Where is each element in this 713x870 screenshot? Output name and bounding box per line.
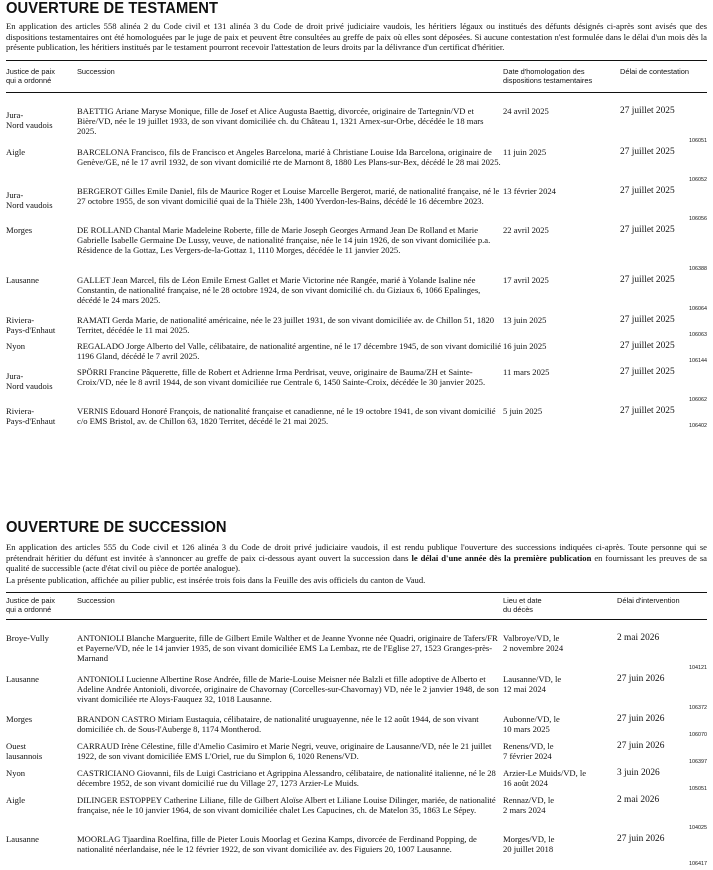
testament-table-header <box>6 61 707 88</box>
succession-header-place: Lieu et date du décès <box>503 596 542 615</box>
row-court: Aigle <box>6 146 26 157</box>
row-ref: 106402 <box>689 422 707 429</box>
row-deadline: 27 juillet 2025 <box>620 224 675 235</box>
row-succession: BAETTIG Ariane Maryse Monique, fille de Josef et Alice Augusta Baettig, divorcée, originaire de Tartegnin/VD et Bière/VD, née le 19 juillet 1933, de son vivant domiciliée ch. du Château 1, 1321 Arnex-sur-Orbe, décédée le 18 mars 2025. <box>77 105 484 136</box>
table-row <box>6 834 707 870</box>
row-date: 5 juin 2025 <box>503 405 543 416</box>
row-deadline: 2 mai 2026 <box>617 795 660 806</box>
row-place: Valbroye/VD, le 2 novembre 2024 <box>503 633 564 654</box>
row-ref: 106388 <box>689 265 707 272</box>
succession-intro-2: La présente publication, affichée au pilier public, est insérée trois fois dans la Feuille des avis officiels du canton de Vaud. <box>6 574 426 585</box>
row-succession: REGALADO Jorge Alberto del Valle, célibataire, de nationalité argentine, né le 17 décembre 1945, de son vivant domicilié 1196 Gland, décédé le 7 avril 2025. <box>77 340 502 361</box>
row-succession: BRANDON CASTRO Miriam Eustaquia, célibataire, de nationalité uruguayenne, née le 12 août 1944, de son vivant domiciliée ch. de Sous-l'Auberge 8, 1174 Montherod. <box>77 714 479 735</box>
row-court: Morges <box>6 714 33 725</box>
succession-section <box>6 519 707 870</box>
row-deadline: 27 juin 2026 <box>617 741 665 752</box>
page <box>6 0 707 868</box>
succession-intro-deadline: le délai d'une année dès la première publication <box>411 552 592 563</box>
succession-table-header <box>6 593 707 617</box>
row-succession: CARRAUD Irène Célestine, fille d'Amelio Casimiro et Marie Negri, veuve, originaire de Lausanne/VD, née le 21 juillet 1922, de son vivant domiciliée EMS L'Oriel, rue du Simplon 6, 1020 Renens/VD. <box>77 741 492 762</box>
row-court: Nyon <box>6 340 26 351</box>
row-deadline: 27 juillet 2025 <box>620 105 675 116</box>
row-date: 11 juin 2025 <box>503 146 547 157</box>
row-place: Rennaz/VD, le 2 mars 2024 <box>503 795 555 816</box>
table-row <box>6 106 707 147</box>
row-deadline: 27 juillet 2025 <box>620 340 675 351</box>
row-place: Lausanne/VD, le 12 mai 2024 <box>503 674 562 695</box>
row-deadline: 27 juin 2026 <box>617 834 665 845</box>
succession-intro-text: En application des articles 555 du Code civil et 126 alinéa 3 du Code de droit privé judiciaire vaudois, il est rendu publique l'ouverture des successions indiquées ci-après. Toute personne qui se prétendrait héritier du défunt est invitée à s'annoncer au greffe de paix ci-dessous ayant ouvert la succession dans <box>6 542 707 563</box>
row-court: Morges <box>6 224 33 235</box>
succession-title: OUVERTURE DE SUCCESSION <box>6 519 227 536</box>
row-ref: 106063 <box>689 331 707 338</box>
row-ref: 106397 <box>689 759 707 766</box>
row-place: Aubonne/VD, le 10 mars 2025 <box>503 714 560 735</box>
succession-intro-text-end: en fournissant les preuves de sa qualité de successible (acte d'état civil ou pièce de portée analogue). <box>6 552 707 574</box>
row-date: 24 avril 2025 <box>503 105 549 116</box>
row-court: Lausanne <box>6 274 39 285</box>
row-court: Ouest lausannois <box>6 741 43 762</box>
table-row <box>6 768 707 795</box>
table-row <box>6 674 707 714</box>
succession-intro <box>6 542 707 574</box>
row-date: 13 juin 2025 <box>503 314 547 325</box>
row-ref: 106372 <box>689 705 707 712</box>
table-row <box>6 714 707 741</box>
row-ref: 106064 <box>689 305 707 312</box>
row-succession: SPÖRRI Francine Pâquerette, fille de Robert et Adrienne Irma Perdrisat, veuve, originaire de Bauma/ZH et Sainte-Croix/VD, née le 8 avril 1944, de son vivant domiciliée rue Centrale 6, 1450 Sainte-Croix, décédée le 30 janvier 2025. <box>77 366 486 387</box>
testament-title: OUVERTURE DE TESTAMENT <box>6 0 219 17</box>
row-ref: 106056 <box>689 215 707 222</box>
row-deadline: 2 mai 2026 <box>617 633 660 644</box>
row-deadline: 27 juillet 2025 <box>620 185 675 196</box>
row-place: Morges/VD, le 20 juillet 2018 <box>503 834 555 855</box>
row-date: 17 avril 2025 <box>503 274 549 285</box>
row-deadline: 27 juillet 2025 <box>620 146 675 157</box>
row-succession: DE ROLLAND Chantal Marie Madeleine Roberte, fille de Marie Joseph Georges Armand Jean De Rolland et Marie Gabrielle Isabelle Germaine De Lussy, veuve, de nationalité française, née le 14 juin 1926, de son vivant domiciliée p.a. Résidence de la Gottaz, Les Vergers-de-la-Gottaz 1, 1110 Morges, décédée le 11 janvier 2025. <box>77 224 491 255</box>
row-succession: VERNIS Edouard Honoré François, de nationalité française et canadienne, né le 19 octobre 1941, de son vivant domicilié c/o EMS Bristol, av. de Chillon 63, 1820 Territet, décédé le 21 mai 2025. <box>77 405 496 426</box>
row-date: 16 juin 2025 <box>503 340 547 351</box>
row-ref: 106051 <box>689 137 707 144</box>
row-court: Nyon <box>6 768 26 779</box>
testament-header-succession: Succession <box>77 66 115 76</box>
row-court: Riviera- Pays-d'Enhaut <box>6 405 56 426</box>
row-deadline: 27 juillet 2025 <box>620 405 675 416</box>
row-deadline: 3 juin 2026 <box>617 768 660 779</box>
row-succession: CASTRICIANO Giovanni, fils de Luigi Castriciano et Agrippina Alessandro, célibataire, de nationalité italienne, né le 28 décembre 1952, de son vivant domicilié rue du Village 27, 1273 Arzier-Le Muids. <box>77 768 496 789</box>
row-court: Riviera- Pays-d'Enhaut <box>6 314 56 335</box>
table-row <box>6 315 707 341</box>
row-date: 13 février 2024 <box>503 185 556 196</box>
row-place: Arzier-Le Muids/VD, le 16 août 2024 <box>503 768 587 789</box>
row-court: Lausanne <box>6 674 39 685</box>
table-row <box>6 186 707 225</box>
testament-intro: En application des articles 558 alinéa 2 du Code civil et 131 alinéa 3 du Code de droit privé judiciaire vaudois, les héritiers légaux ou institués des défunts désignés ci-après sont avisés que des dispositions testamentaires ont été homologuées par le juge de paix et peuvent être consultées au greffe de paix où elles sont déposées. Si aucune contestation n'est formulée dans le délai d'un mois dès la présente publication, les héritiers institués par le testament pourront recevoir l'attestation de leurs droits par la délivrance d'un certificat d'héritier. <box>6 21 707 53</box>
testament-header-deadline: Délai de contestation <box>620 66 690 76</box>
succession-table-body <box>6 620 707 870</box>
row-date: 22 avril 2025 <box>503 224 549 235</box>
row-succession: BARCELONA Francisco, fils de Francisco et Angeles Barcelona, marié à Christiane Louise Ida Barcelona, originaire de Genève/GE, né le 17 avril 1932, de son vivant domicilié rte de Marnont 8, 1880 Les Plans-sur-Bex, décédé le 28 mai 2025. <box>77 146 501 167</box>
row-succession: ANTONIOLI Blanche Marguerite, fille de Gilbert Emile Walther et de Jeanne Yvonne née Quadri, originaire de Tafers/FR et Payerne/VD, née le 14 janvier 1935, de son vivant domiciliée EMS La Lembaz, rte de l'Eglise 27, 1523 Granges-près-Marnand <box>77 633 498 664</box>
succession-header-court: Justice de paix qui a ordonné <box>6 596 55 615</box>
table-row <box>6 147 707 186</box>
row-ref: 106070 <box>689 732 707 739</box>
row-court: Jura- Nord vaudois <box>6 109 53 130</box>
table-row <box>6 406 707 432</box>
testament-section <box>6 0 707 432</box>
row-succession: MOORLAG Tjaardina Roelfina, fille de Pieter Louis Moorlag et Gezina Kamps, divorcée de Ferdinand Popping, de nationalité néerlandaise, née le 12 février 1922, de son vivant domiciliée av. des Figuiers 20, 1007 Lausanne. <box>77 834 477 855</box>
row-deadline: 27 juillet 2025 <box>620 314 675 325</box>
row-court: Jura- Nord vaudois <box>6 189 53 210</box>
row-ref: 104121 <box>689 665 707 672</box>
row-ref: 106062 <box>689 396 707 403</box>
row-deadline: 27 juin 2026 <box>617 674 665 685</box>
table-row <box>6 225 707 275</box>
table-row <box>6 275 707 315</box>
table-row <box>6 367 707 406</box>
row-deadline: 27 juin 2026 <box>617 714 665 725</box>
row-deadline: 27 juillet 2025 <box>620 366 675 377</box>
testament-header-court: Justice de paix qui a ordonné <box>6 66 55 85</box>
row-succession: DILINGER ESTOPPEY Catherine Liliane, fille de Gilbert Aloïse Albert et Liliane Louise Dilinger, mariée, de nationalité française, née le 10 janvier 1964, de son vivant domiciliée chalet Les Capucines, ch. de Matelon 35, 1863 Le Sépey. <box>77 795 496 816</box>
row-succession: ANTONIOLI Lucienne Albertine Rose Andrée, fille de Marie-Louise Meisner née Balzli et fille adoptive de Alberto et Adeline Andrée Antonioli, divorcée, originaire de Chavornay (Corcelles-sur-Chavornay) VD, née le 2 janvier 1948, de son vivant domiciliée rte Aloys-Fauquez 32, 1018 Lausanne. <box>77 674 499 705</box>
testament-table-body <box>6 93 707 432</box>
row-court: Jura- Nord vaudois <box>6 370 53 391</box>
row-court: Broye-Vully <box>6 633 49 644</box>
row-ref: 106052 <box>689 176 707 183</box>
row-place: Renens/VD, le 7 février 2024 <box>503 741 554 762</box>
row-deadline: 27 juillet 2025 <box>620 274 675 285</box>
row-succession: GALLET Jean Marcel, fils de Léon Emile Ernest Gallet et Marie Victorine née Rangée, marié à Yolande Isaline née Constantin, de nationalité française, né le 28 octobre 1924, de son vivant domicilié ch. du Giziaux 6, 1066 Epalinges, décédé le 24 mars 2025. <box>77 274 481 305</box>
row-succession: RAMATI Gerda Marie, de nationalité américaine, née le 23 juillet 1931, de son vivant domiciliée av. de Chillon 51, 1820 Territet, décédée le 11 mai 2025. <box>77 314 495 335</box>
row-court: Lausanne <box>6 834 39 845</box>
row-ref: 105051 <box>689 786 707 793</box>
table-row <box>6 633 707 674</box>
row-date: 11 mars 2025 <box>503 366 550 377</box>
row-ref: 106144 <box>689 357 707 364</box>
row-ref: 104025 <box>689 825 707 832</box>
succession-header-succession: Succession <box>77 596 115 606</box>
row-succession: BERGEROT Gilles Emile Daniel, fils de Maurice Roger et Louise Marcelle Bergerot, marié, de nationalité française, né le 27 octobre 1955, de son vivant domicilié quai de la Thièle 23h, 1400 Yverdon-les-Bains, décédé le 16 décembre 2023. <box>77 185 500 206</box>
table-row <box>6 795 707 834</box>
table-row <box>6 341 707 367</box>
testament-header-date: Date d'homologation des dispositions testamentaires <box>503 66 593 85</box>
row-court: Aigle <box>6 795 26 806</box>
table-row <box>6 741 707 768</box>
row-ref: 106417 <box>689 861 707 868</box>
succession-header-deadline: Délai d'intervention <box>617 596 680 606</box>
